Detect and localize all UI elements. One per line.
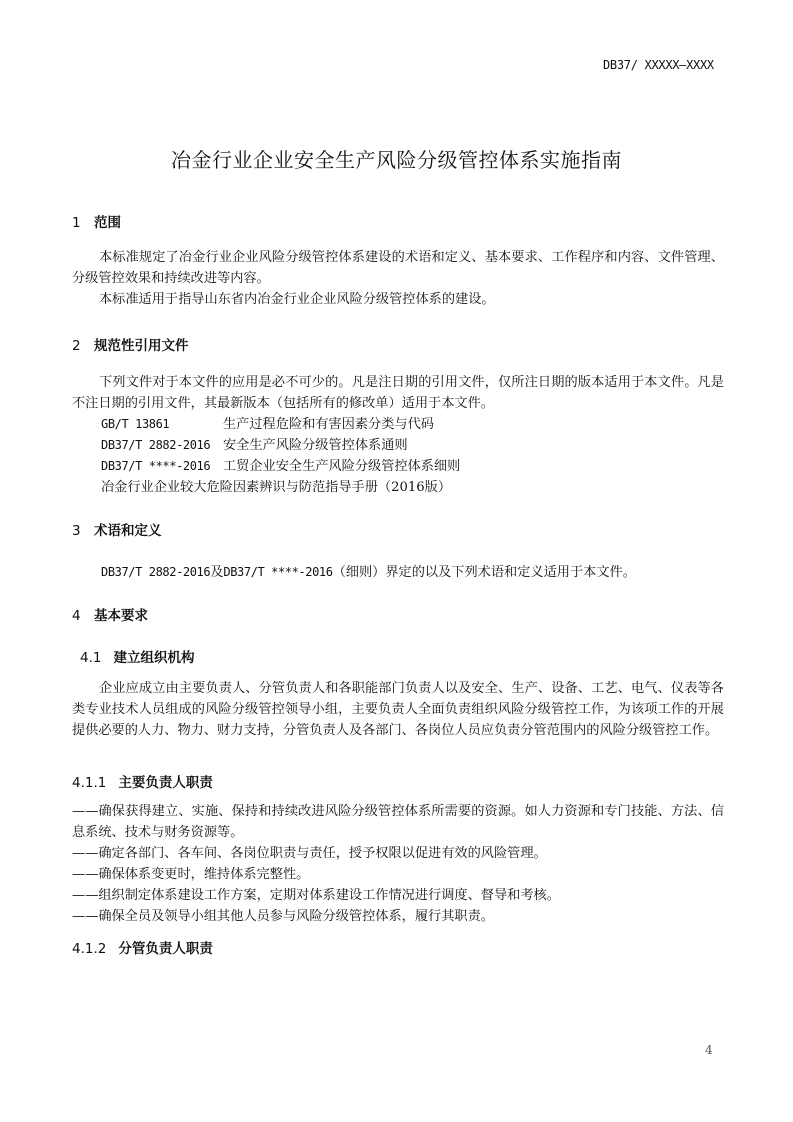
section-number: 4.1.2 <box>72 941 107 957</box>
section-number: 2 <box>72 338 81 354</box>
section-number: 3 <box>72 523 81 539</box>
section-4-1-heading <box>80 646 194 666</box>
section-4-heading <box>72 604 148 624</box>
page-number: 4 <box>705 1043 713 1057</box>
reference-code: GB/T 13861 <box>101 417 170 431</box>
section-4-1-2-heading <box>72 937 213 957</box>
standard-code: DB37/T ****-2016 <box>223 565 333 579</box>
reference-item <box>101 414 434 435</box>
section-3-heading <box>72 519 162 539</box>
organization-paragraph: 企业应成立由主要负责人、分管负责人和各职能部门负责人以及安全、生产、设备、工艺、电气、仪表等各类专业技术人员组成的风险分级管控领导小组，主要负责人全面负责组织风险分级管控工作，为该项工作的开展提供必要的人力、物力、财力支持，分管负责人及各部门、各岗位人员应负责分管范围内的风险分级管控工作。 <box>72 681 724 738</box>
reference-item <box>101 456 460 477</box>
section-title: 术语和定义 <box>94 523 162 539</box>
reference-name: 冶金行业企业较大危险因素辨识与防范指导手册（2016版） <box>101 480 452 495</box>
section-title: 主要负责人职责 <box>118 775 213 791</box>
standard-code: DB37/T 2882-2016 <box>101 565 211 579</box>
section-1-heading <box>72 211 121 231</box>
duty-item: ——组织制定体系建设工作方案，定期对体系建设工作情况进行调度、督导和考核。 <box>72 888 560 903</box>
section-2-heading <box>72 334 189 354</box>
reference-code: DB37/T ****-2016 <box>101 459 211 473</box>
section-title: 规范性引用文件 <box>94 338 189 354</box>
reference-item <box>101 435 408 456</box>
reference-name: 生产过程危险和有害因素分类与代码 <box>223 417 434 432</box>
terms-text: （细则）界定的以及下列术语和定义适用于本文件。 <box>332 565 636 580</box>
reference-name: 工贸企业安全生产风险分级管控体系细则 <box>223 459 461 474</box>
document-code-header: DB37/ XXXXX—XXXX <box>603 58 714 72</box>
document-title: 冶金行业企业安全生产风险分级管控体系实施指南 <box>171 148 622 172</box>
section-title: 基本要求 <box>94 608 148 624</box>
scope-paragraph-1: 本标准规定了冶金行业企业风险分级管控体系建设的术语和定义、基本要求、工作程序和内容、文件管理、分级管控效果和持续改进等内容。 <box>72 250 724 286</box>
terms-paragraph <box>101 562 636 583</box>
section-title: 范围 <box>94 215 121 231</box>
section-4-1-1-heading <box>72 771 213 791</box>
reference-code: DB37/T 2882-2016 <box>101 438 211 452</box>
duty-item: ——确保全员及领导小组其他人员参与风险分级管控体系，履行其职责。 <box>72 909 494 924</box>
section-title: 建立组织机构 <box>113 650 195 666</box>
section-number: 4.1.1 <box>72 775 107 791</box>
reference-item <box>101 477 451 498</box>
duty-item: ——确定各部门、各车间、各岗位职责与责任，授予权限以促进有效的风险管理。 <box>72 846 547 861</box>
scope-paragraph-2: 本标准适用于指导山东省内冶金行业企业风险分级管控体系的建设。 <box>99 292 495 307</box>
conjunction-text: 及 <box>210 565 224 580</box>
section-number: 1 <box>72 215 81 231</box>
section-number: 4 <box>72 608 81 624</box>
section-title: 分管负责人职责 <box>118 941 213 957</box>
references-intro: 下列文件对于本文件的应用是必不可少的。凡是注日期的引用文件，仅所注日期的版本适用于本文件。凡是不注日期的引用文件，其最新版本（包括所有的修改单）适用于本文件。 <box>72 375 724 411</box>
section-number: 4.1 <box>80 650 102 666</box>
reference-name: 安全生产风险分级管控体系通则 <box>223 438 408 453</box>
duty-item: ——确保体系变更时，维持体系完整性。 <box>72 867 310 882</box>
duty-item: ——确保获得建立、实施、保持和持续改进风险分级管控体系所需要的资源。如人力资源和专门技能、方法、信息系统、技术与财务资源等。 <box>72 804 724 840</box>
